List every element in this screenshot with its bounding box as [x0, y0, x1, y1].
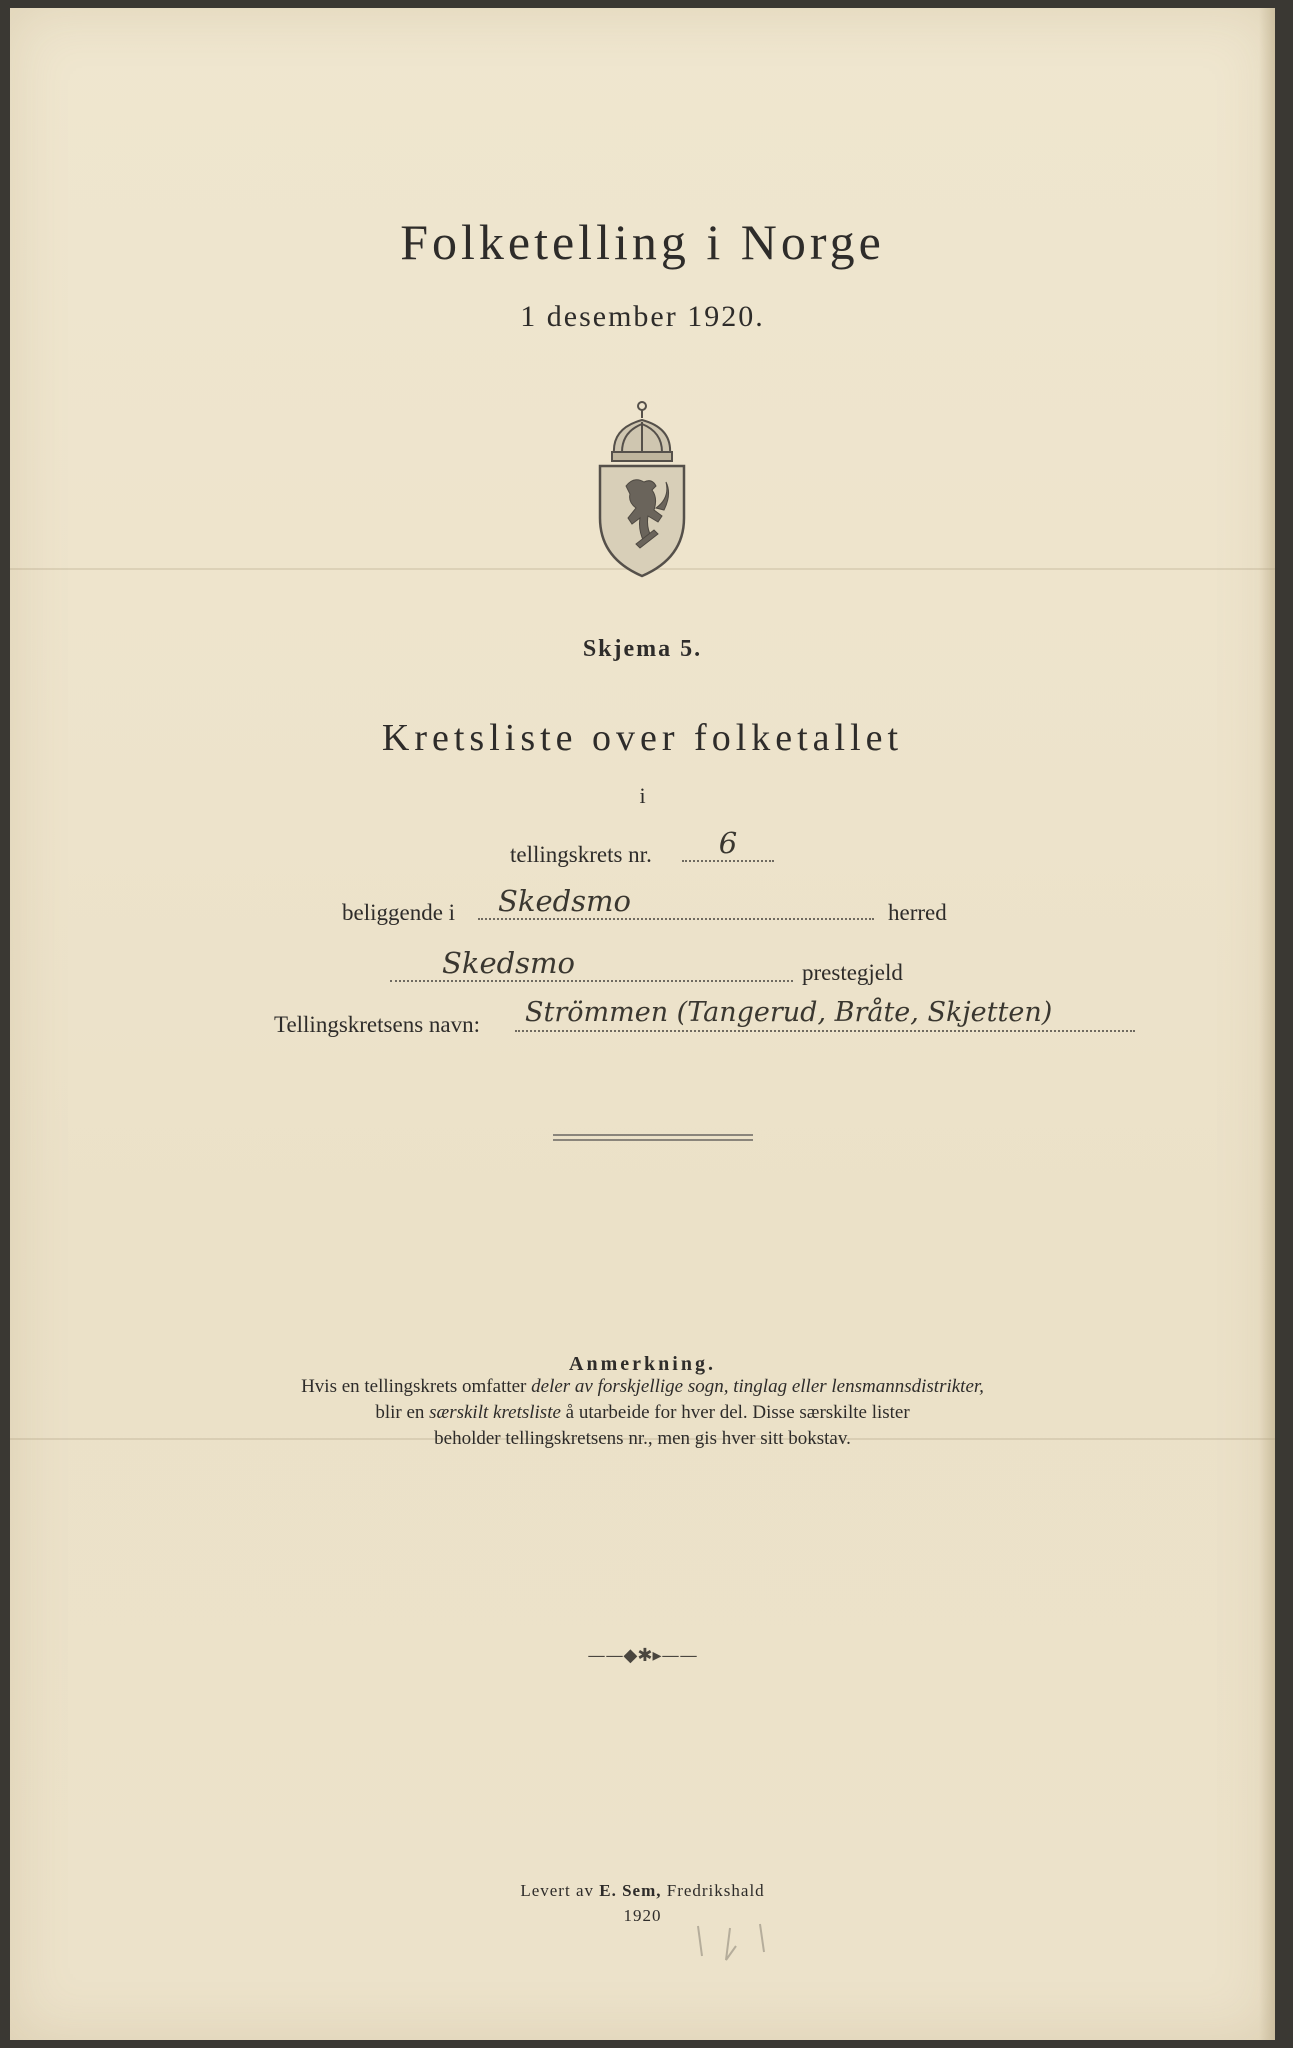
district-label: tellingskrets nr.: [510, 842, 652, 867]
divider-rule-2: [553, 1139, 753, 1141]
connector-i: i: [639, 783, 646, 808]
page-title: Folketelling i Norge: [400, 214, 885, 270]
located-label: beliggende i: [342, 900, 456, 925]
census-date: 1 desember 1920.: [520, 300, 765, 333]
divider-rule-1: [553, 1134, 753, 1136]
district-name-field[interactable]: Strömmen (Tangerud, Bråte, Skjetten): [515, 996, 1135, 1032]
schema-number: Skjema 5.: [582, 636, 703, 662]
note-line-3: beholder tellingskretsens nr., men gis hver sitt bokstav.: [434, 1428, 851, 1449]
printer-credit: [10, 1881, 1275, 1901]
printer-prefix: Levert av: [520, 1881, 594, 1900]
printer-place: Fredrikshald: [666, 1881, 765, 1900]
note-line-1-emphasis: deler av forskjellige sogn, tinglag eller lensmannsdistrikter,: [531, 1376, 984, 1397]
census-form-page: [10, 8, 1275, 2040]
district-name-label: Tellingskretsens navn:: [274, 1012, 480, 1037]
district-number-field[interactable]: 6: [682, 826, 774, 862]
coat-of-arms-icon: [592, 398, 692, 578]
print-year: 1920: [623, 1906, 662, 1925]
printer-name: E. Sem,: [599, 1881, 662, 1900]
form-heading: Kretsliste over folketallet: [381, 717, 904, 759]
parish-field[interactable]: Skedsmo: [390, 946, 793, 982]
herred-label: herred: [888, 900, 947, 925]
note-line-1-text: Hvis en tellingskrets omfatter: [301, 1376, 527, 1397]
parish-label: prestegjeld: [802, 960, 903, 985]
pencil-mark-icon: [690, 1916, 790, 1976]
municipality-field[interactable]: Skedsmo: [478, 884, 874, 920]
note-heading: Anmerkning.: [569, 1353, 716, 1375]
note-line-1: [10, 1376, 1275, 1398]
note-line-2-text-b: å utarbeide for hver del. Disse særskilte lister: [565, 1402, 910, 1423]
ornament-divider: ——◆✱▸——: [587, 1645, 698, 1666]
note-line-2-text-a: blir en: [375, 1402, 425, 1423]
note-line-2-emphasis: særskilt kretsliste: [429, 1402, 561, 1423]
note-line-2: [10, 1402, 1275, 1424]
